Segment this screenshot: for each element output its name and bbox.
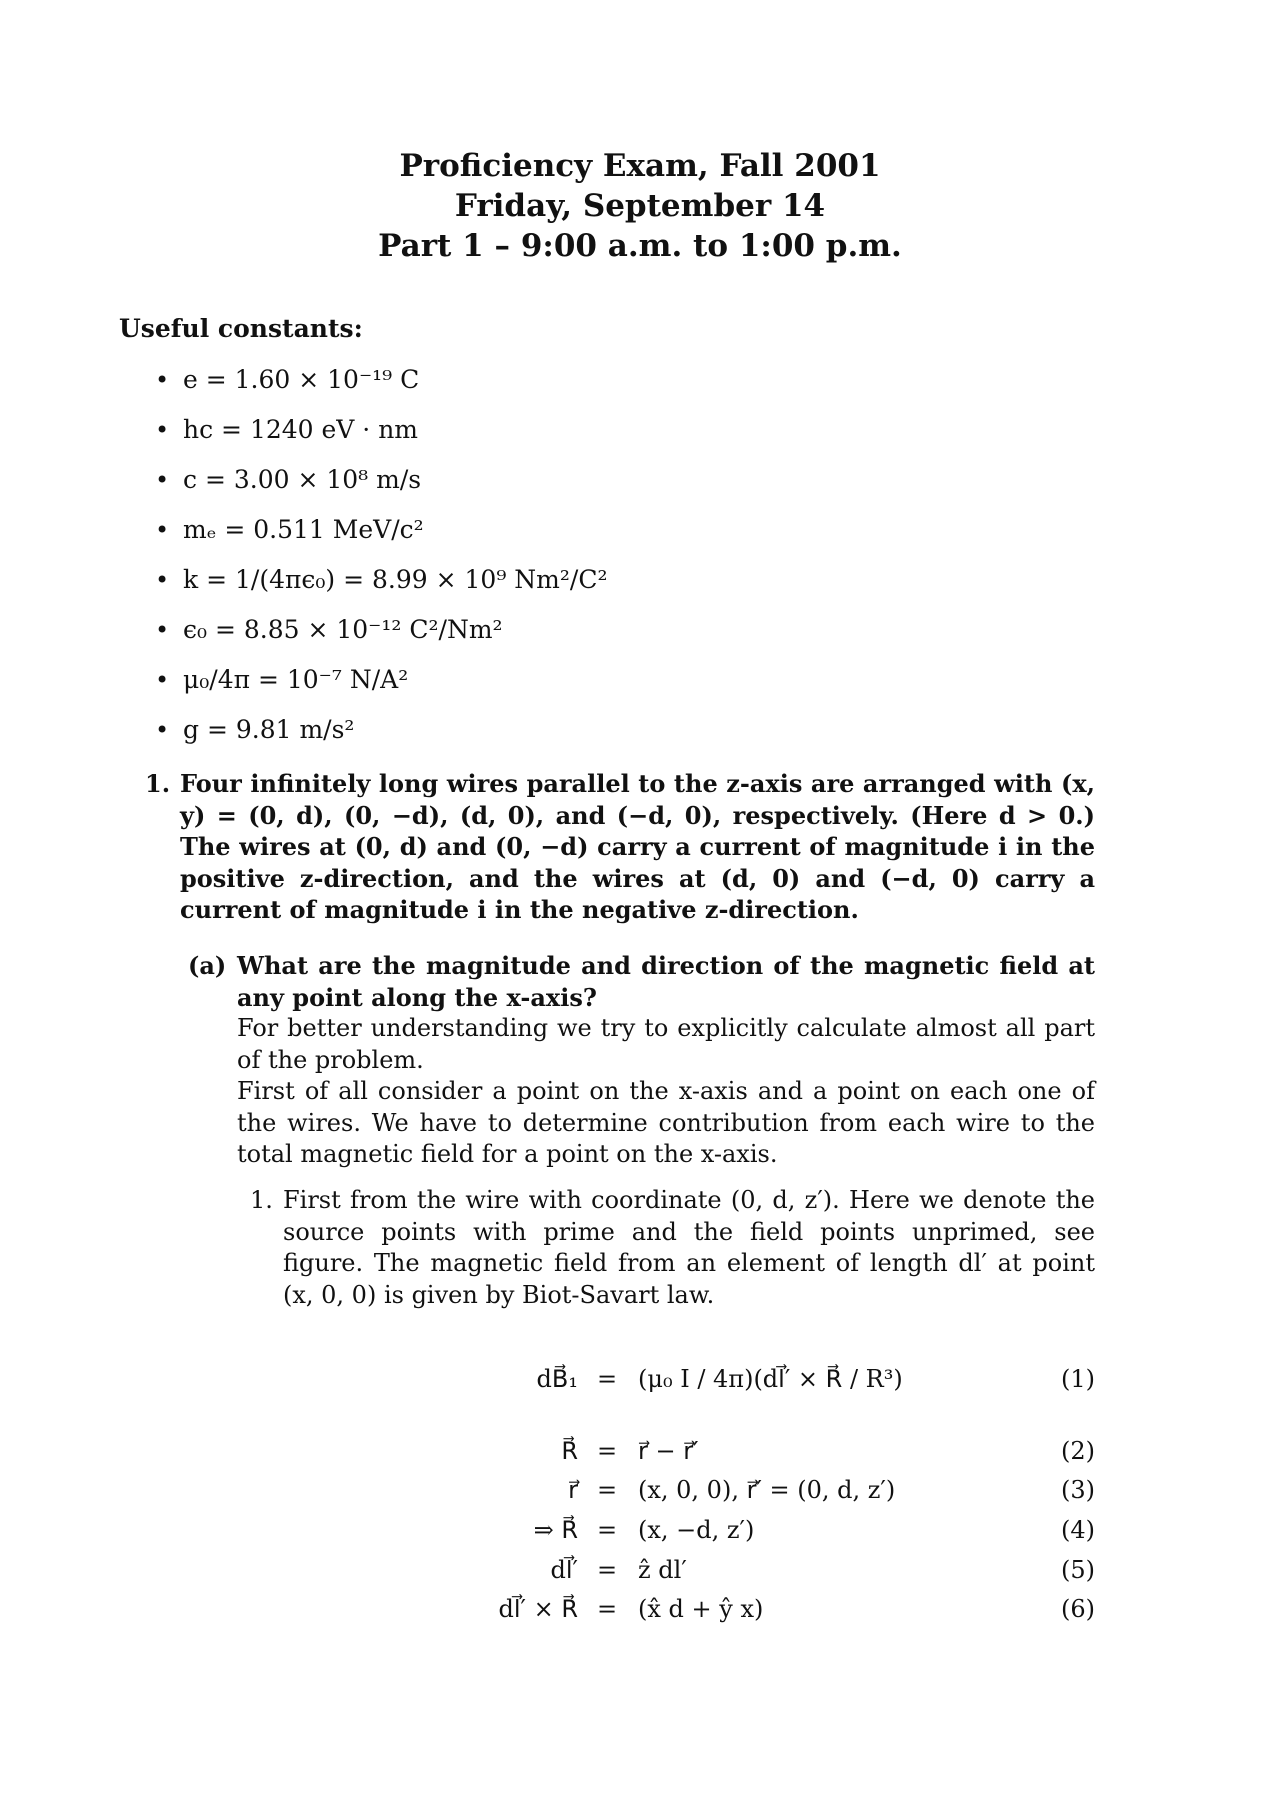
eq-sign: = [597, 1556, 618, 1584]
eq-rhs: (x, −d, z′) [638, 1516, 755, 1544]
eq-lhs: dl⃗′ [550, 1556, 578, 1584]
equation-1 [0, 1365, 1280, 1405]
step-label: 1. [250, 1186, 273, 1214]
eq-number: (1) [1061, 1365, 1095, 1393]
part-question: What are the magnitude and direction of the magnetic field at any point along the x-axis? [237, 951, 1095, 1012]
equation-2 [0, 1437, 1280, 1477]
constant-item: • hc = 1240 eV · nm [155, 410, 608, 460]
equation-5 [0, 1556, 1280, 1596]
eq-rhs: r⃗ − r⃗′ [638, 1437, 699, 1465]
equation-4 [0, 1516, 1280, 1556]
title-line-2: Friday, September 14 [454, 188, 826, 224]
eq-number: (4) [1061, 1516, 1095, 1544]
eq-sign: = [597, 1476, 618, 1504]
constants-heading: Useful constants: [119, 314, 363, 343]
eq-number: (6) [1061, 1595, 1095, 1623]
constant-item: • ϵ₀ = 8.85 × 10⁻¹² C²/Nm² [155, 610, 608, 660]
constant-item: • g = 9.81 m/s² [155, 710, 608, 760]
eq-number: (3) [1061, 1476, 1095, 1504]
step-1 [250, 1185, 1095, 1311]
eq-sign: = [597, 1516, 618, 1544]
title-line-3: Part 1 – 9:00 a.m. to 1:00 p.m. [378, 228, 902, 264]
problem-1 [145, 768, 1095, 926]
constant-item: • μ₀/4π = 10⁻⁷ N/A² [155, 660, 608, 710]
step-text: First from the wire with coordinate (0, d, z′). Here we denote the source points with prime and the field points unprimed, see figure. The magnetic field from an element of length dl′ at point (x, 0, 0) is given by Biot-Savart law. [283, 1186, 1095, 1309]
exam-title [0, 146, 1280, 266]
paragraph-2: First of all consider a point on the x-axis and a point on each one of the wires. We have to determine contribution from each wire to the total magnetic field for a point on the x-axis. [237, 1077, 1095, 1168]
equation-6 [0, 1595, 1280, 1635]
eq-sign: = [597, 1365, 618, 1393]
problem-number: 1. [145, 769, 171, 798]
eq-sign: = [597, 1437, 618, 1465]
eq-number: (5) [1061, 1556, 1095, 1584]
eq-lhs: dl⃗′ × R⃗ [498, 1595, 578, 1623]
eq-lhs: dB⃗₁ [536, 1365, 578, 1393]
part-label: (a) [188, 951, 227, 980]
eq-lhs: r⃗ [568, 1476, 578, 1504]
eq-rhs: ẑ dl′ [638, 1556, 687, 1584]
paragraph-1: For better understanding we try to explicitly calculate almost all part of the problem. [237, 1014, 1095, 1074]
constant-item: • k = 1/(4πϵ₀) = 8.99 × 10⁹ Nm²/C² [155, 560, 608, 610]
eq-rhs: (x̂ d + ŷ x) [638, 1595, 764, 1623]
constant-item: • c = 3.00 × 10⁸ m/s [155, 460, 608, 510]
part-a [188, 950, 1095, 1171]
constants-list [155, 360, 608, 760]
equation-3 [0, 1476, 1280, 1516]
constant-item: • e = 1.60 × 10⁻¹⁹ C [155, 360, 608, 410]
eq-rhs: (μ₀ I / 4π)(dl⃗′ × R⃗ / R³) [638, 1365, 903, 1393]
eq-rhs: (x, 0, 0), r⃗′ = (0, d, z′) [638, 1476, 896, 1504]
title-line-1: Proficiency Exam, Fall 2001 [399, 148, 881, 184]
eq-lhs: R⃗ [561, 1437, 578, 1465]
problem-statement: Four infinitely long wires parallel to the z-axis are arranged with (x, y) = (0, d), (0, −d), (d, 0), and (−d, 0), respectively. (Here d > 0.) The wires at (0, d) and (0, −d) carry a current of magnitude i in the positive z-direction, and the wires at (d, 0) and (−d, 0) carry a current of magnitude i in the negative z-direction. [180, 769, 1095, 924]
constant-item: • mₑ = 0.511 MeV/c² [155, 510, 608, 560]
eq-number: (2) [1061, 1437, 1095, 1465]
eq-sign: = [597, 1595, 618, 1623]
eq-lhs: ⇒ R⃗ [533, 1516, 578, 1544]
